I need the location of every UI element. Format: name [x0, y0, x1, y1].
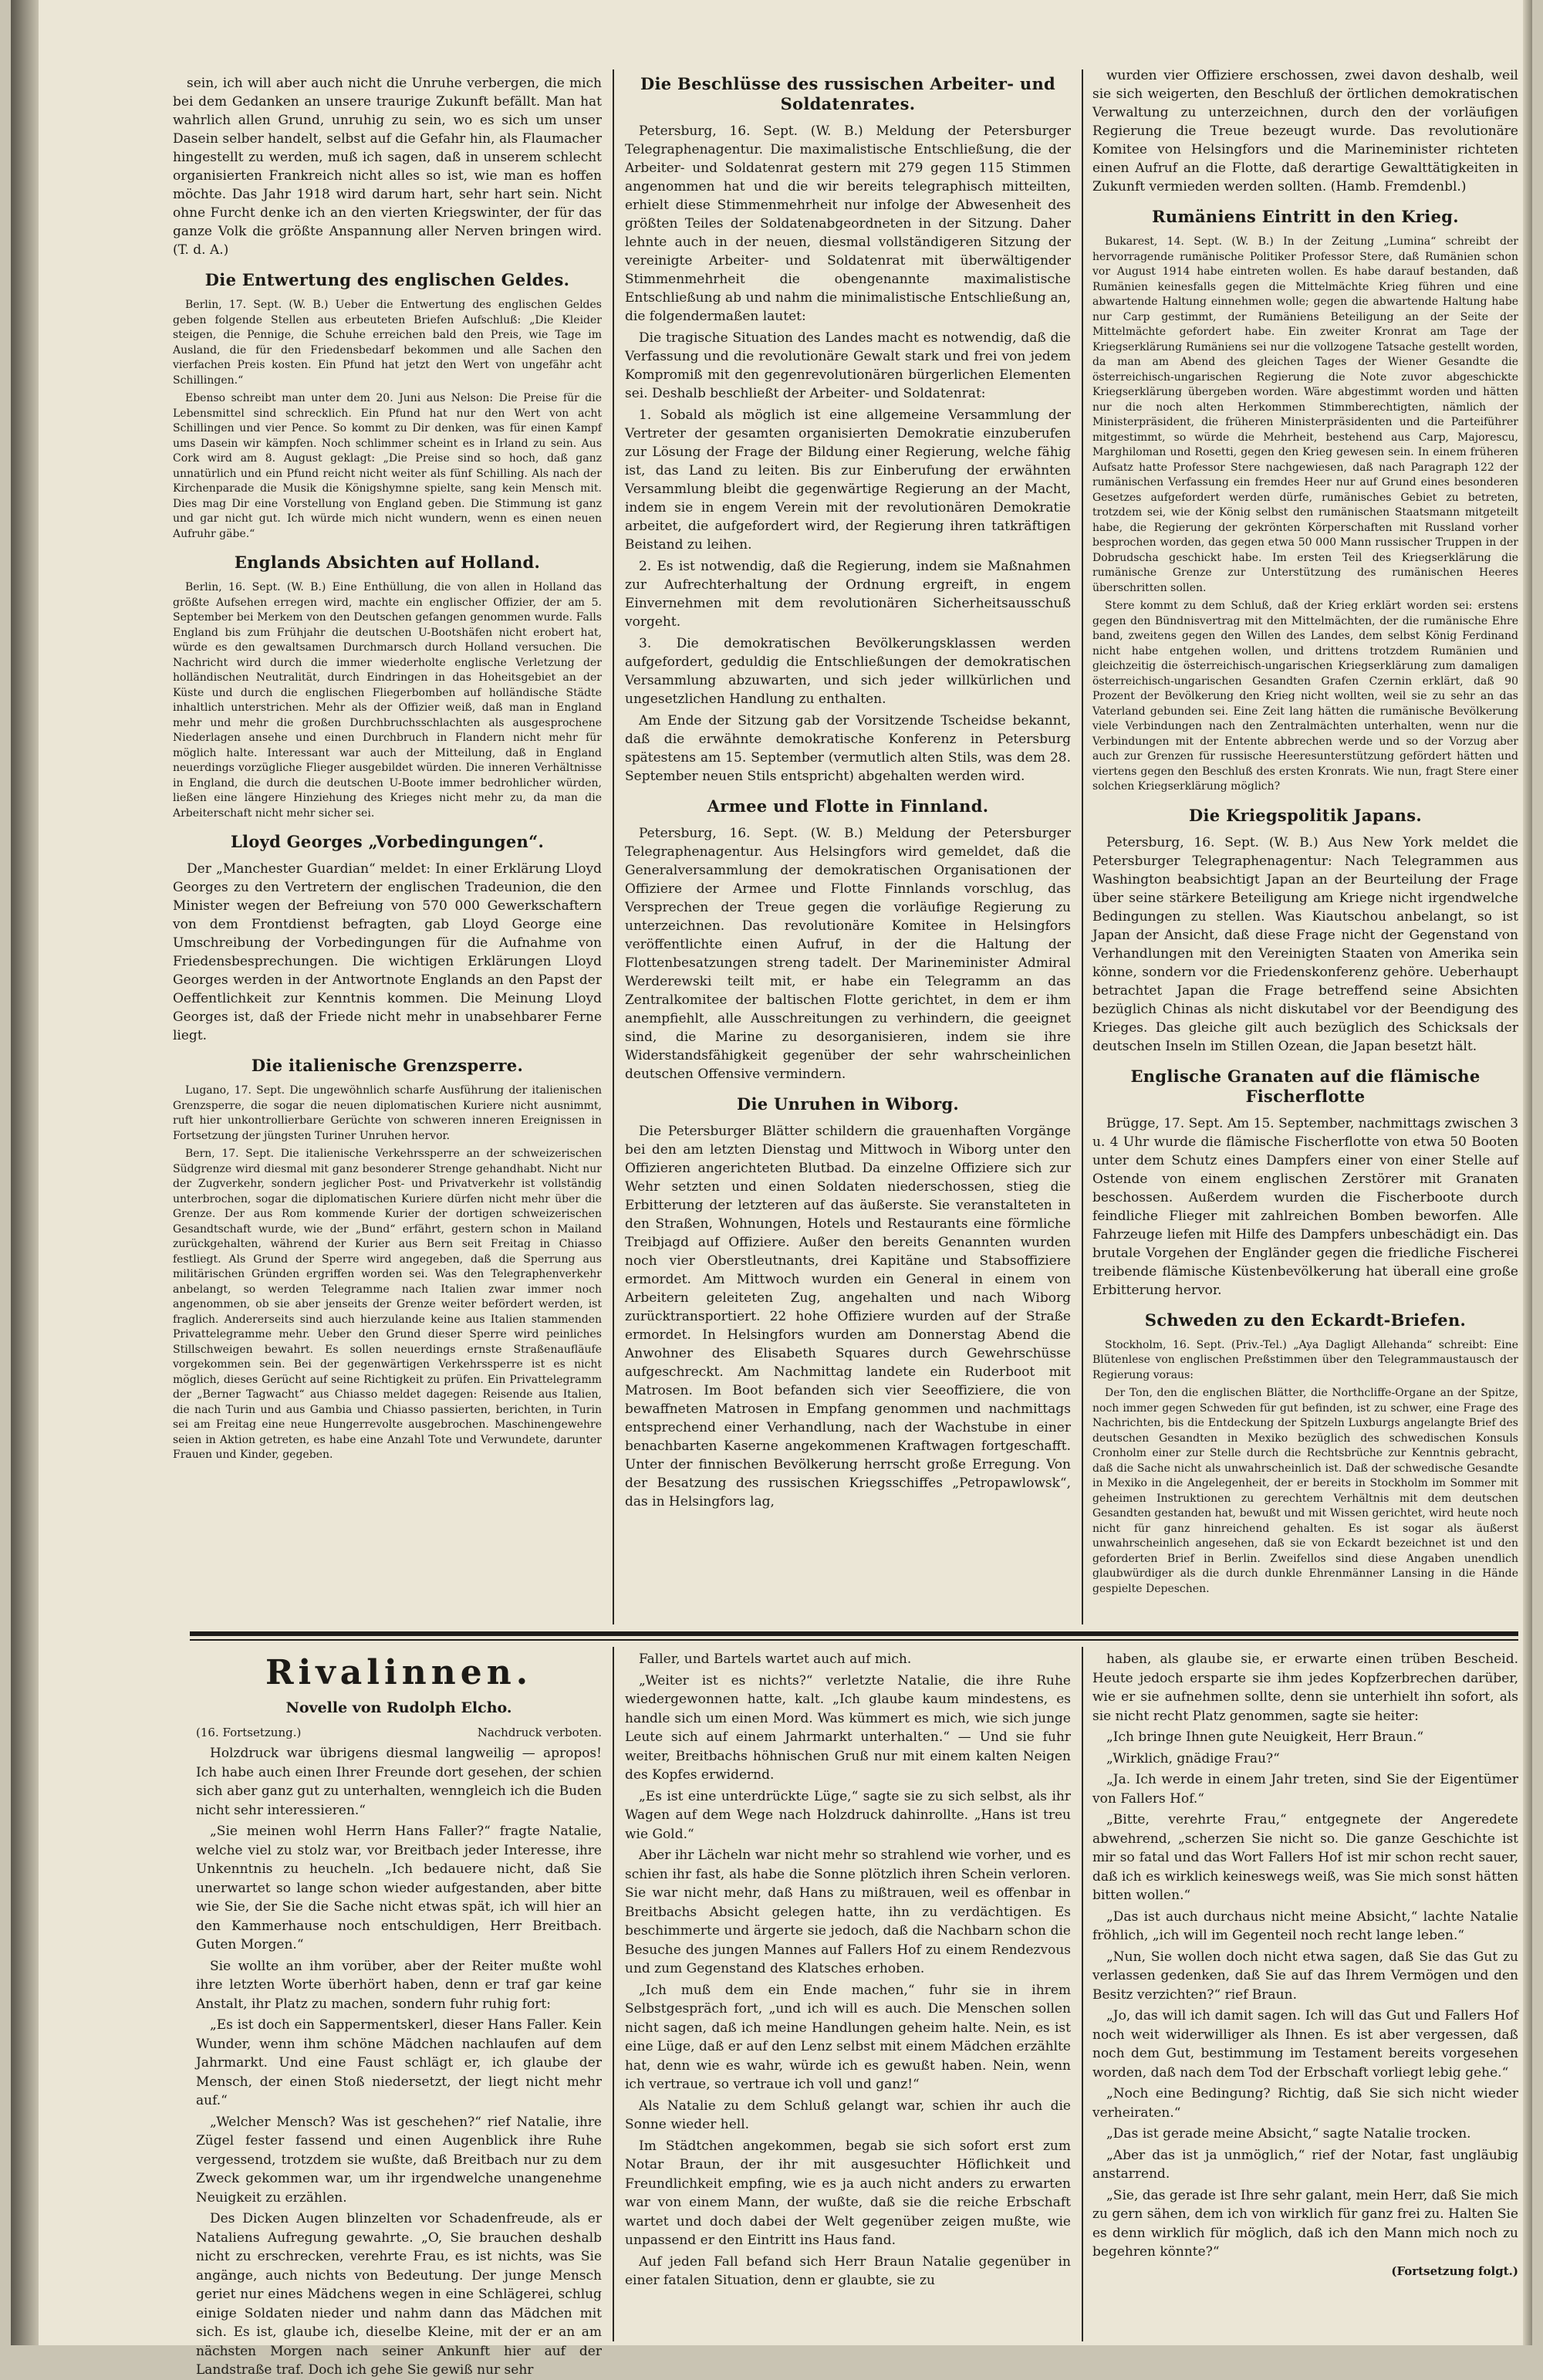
article-paragraph: Stockholm, 16. Sept. (Priv.-Tel.) „Aya Dagligt Allehanda“ schreibt: Eine Blütenlese von englischen Preßstimmen über den Telegrammaustausch der Regierung voraus: [1092, 1338, 1518, 1381]
article-paragraph: Petersburg, 16. Sept. (W. B.) Meldung der Petersburger Telegraphenagentur. Die maximalistische Entschließung, die der Arbeiter- und Soldatenrat gestern mit 279 gegen 115 Stimmen angenommen hat und die wir bereits telegraphisch mitteilten, erhielt diese Stimmenmehrheit nur infolge der Abwesenheit des größten Teiles der Soldatenabgeordneten in der Sitzung. Daher lehnte auch in der neuen, diesmal vollständigeren Sitzung der vereinigte Arbeiter- und Soldatenrat mit überwältigender Stimmenmehrheit die obengenannte maximalistische Entschließung ab und nahm die minimalistische Entschließung an, die folgendermaßen lautet: [625, 123, 1071, 324]
article-paragraph: Bern, 17. Sept. Die italienische Verkehrssperre an der schweizerischen Südgrenze wird diesmal mit ganz besonderer Strenge gehandhabt. Nicht nur der Zugverkehr, sondern jeglicher Post- und Privatverkehr ist vollständig unterbrochen, sogar die diplomatischen Kuriere dürfen nicht mehr über die Grenze. Der aus Rom kommende Kurier der dortigen schweizerischen Gesandtschaft wurde, wie der „Bund“ erfährt, gestern schon in Mailand zurückgehalten, während der Kurier aus Bern seit Freitag in Chiasso festliegt. Als Grund der Sperre wird angegeben, daß die Sperrung aus militärischen Gründen ergriffen worden sei. Was den Telegraphenverkehr anbelangt, so werden Telegramme nach Italien zwar immer noch angenommen, ob sie aber jenseits der Grenze weiter befördert werden, ist fraglich. Andererseits sind auch hierzulande keine aus Italien stammenden Privattelegramme mehr. Ueber den Grund dieser Sperre wird peinliches Stillschweigen bewahrt. Es sollen neuerdings ernste Straßenaufläufe vorgekommen sein. Bei der gegenwärtigen Verkehrssperre ist es nicht möglich, dieses Gerücht auf seine Richtigkeit zu prüfen. Ein Privattelegramm der „Berner Tagwacht“ aus Chiasso meldet dagegen: Reisende aus Italien, die nach Turin und aus Gambia und Chiasso passierten, berichten, in Turin sei am Freitag eine neue Hungerrevolte ausgebrochen. Maschinengewehre seien in Aktion getreten, es habe eine Anzahl Tote und Verwundete, darunter Frauen und Kinder, gegeben. [173, 1148, 602, 1461]
headline-geld: Die Entwertung des englischen Geldes. [204, 270, 570, 289]
headline-rumaenien: Rumäniens Eintritt in den Krieg. [1152, 207, 1459, 226]
story-paragraph: „Weiter ist es nichts?“ verletzte Natalie, die ihre Ruhe wiedergewonnen hatte, kalt. „Ich glaube kaum mindestens, es handle sich um einen Mord. Was kümmert es mich, wie sich junge Leute sich auf einem Jahrmarkt unterhalten.“ — Und sie fuhr weiter, Breitbachs höhnischen Gruß nur mit einem kalten Neigen des Kopfes erwidernd. [625, 1672, 1071, 1783]
article-paragraph: Die Petersburger Blätter schildern die grauenhaften Vorgänge bei den am letzten Dienstag und Mittwoch in Wiborg unter den Offizieren angerichteten Blutbad. Da einzelne Offiziere sich zur Wehr setzten und einen Soldaten niederschossen, stieg die Erbitterung der letzteren auf das äußerste. Sie veranstalteten in den Straßen, Wohnungen, Hotels und Restaurants eine förmliche Treibjagd auf Offiziere. Außer den bereits Genannten wurden noch vier Oberstleutnants, drei Kapitäne und Stabsoffiziere ermordet. Am Mittwoch wurden ein General in einem von Arbeitern geleiteten Zug, angehalten und nach Wiborg zurücktransportiert. 22 hohe Offiziere wurden auf der Straße ermordet. In Helsingfors wurden am Donnerstag Abend die Anwohner des Elisabeth Squares durch Gewehrschüsse aufgeschreckt. Am Nachmittag landete ein Ruderboot mit Matrosen. Im Boot befanden sich vier Seeoffiziere, die von bewaffneten Matrosen in Empfang genommen und nachmittags entsprechend einer Verhandlung, nach der Wachstube in einer benachbarten Kaserne angekommenen Kraftwagen fortgeschafft. Unter der finnischen Bevölkerung herrscht große Erregung. Von der Besatzung des russischen Kriegsschiffes „Petropawlowsk“, das in Helsingfors lag, [625, 1124, 1071, 1509]
article-paragraph: Ebenso schreibt man unter dem 20. Juni aus Nelson: Die Preise für die Lebensmittel sind schrecklich. Ein Pfund hat nur den Wert von acht Schillingen und vier Pence. So kommt zu Dir denken, was für einen Kampf ums Dasein wir kämpfen. Noch schlimmer scheint es in Irland zu sein. Aus Cork wird am 8. August geklagt: „Die Preise sind so hoch, daß ganz unnatürlich und ein Pfund reicht nicht weiter als fünf Schilling. Als nach der Kirchenparade die Musik die Königshymne spielte, sang kein Mensch mit. Dies mag Dir eine Vorstellung von England geben. Die Stimmung ist ganz und gar nicht gut. Ich würde mich nicht wundern, wenn es einen neuen Aufruhr gäbe.“ [173, 392, 602, 540]
article-paragraph: Berlin, 16. Sept. (W. B.) Eine Enthüllung, die von allen in Holland das größte Aufsehen erregen wird, machte ein englischer Offizier, der am 5. September bei Merkem von den Deutschen gefangen genommen wurde. Falls England bis zum Frühjahr die deutschen U-Bootshäfen nicht erobert hat, würde es den gewaltsamen Durchmarsch durch Holland versuchen. Die Nachricht wird durch die immer wiederholte englische Verletzung der holländischen Neutralität, durch Eindringen in das Hoheitsgebiet an der Küste und durch die englischen Fliegerbomben auf holländische Städte inhaltlich unterstrichen. Mehr als der Offizier weiß, daß man in England mehr und mehr die großen Durchbruchsschlachten als ausgesprochene Niederlagen ansehe und einen Durchbruch in Flandern nicht mehr für möglich halte. Interessant war auch der Mitteilung, daß in England neuerdings vorzügliche Flieger ausgebildet würden. Die inneren Verhältnisse in England, die durch die deutschen U-Boote immer bedrohlicher würden, ließen eine längere Hinziehung des Krieges nicht mehr zu, da man die Arbeiterschaft nicht mehr sicher sei. [173, 581, 602, 820]
story-paragraph: „Sie, das gerade ist Ihre sehr galant, mein Herr, daß Sie mich zu gern sähen, dem ich von wirklich für ganz frei zu. Halten Sie es denn wirklich für möglich, daß ich den Mann mich noch zu begehren könnte?“ [1092, 2187, 1518, 2260]
article-paragraph: Petersburg, 16. Sept. (W. B.) Meldung der Petersburger Telegraphenagentur. Aus Helsingfors wird gemeldet, daß die Generalversammlung der demokratischen Organisationen der Offiziere der Armee und Flotte Finnlands vorschlug, das Versprechen der Treue gegen die vorläufige Regierung zu unterzeichnen. Das revolutionäre Komitee in Helsingfors veröffentlichte einen Aufruf, in der die Haltung der Flottenbesatzungen streng tadelt. Der Marineminister Admiral Werderewski teilt mit, er habe ein Telegramm an das Zentralkomitee der baltischen Flotte gerichtet, in dem er ihm anempfiehlt, alle Ausschreitungen zu verhindern, die geeignet sind, die Marine zu desorganisieren, indem sie ihre Widerstandsfähigkeit gegenüber der sehr wahrscheinlichen deutschen Offensive vermindern. [625, 826, 1071, 1082]
headline-lloyd-george: Lloyd Georges „Vorbedingungen“. [230, 832, 545, 851]
page-edge [1523, 0, 1532, 2345]
headline-finnland: Armee und Flotte in Finnland. [707, 796, 989, 816]
continued-notice: (Fortsetzung folgt.) [1391, 2263, 1518, 2278]
reprint-notice: Nachdruck verboten. [477, 1726, 602, 1739]
story-paragraph: Des Dicken Augen blinzelten vor Schadenfreude, als er Nataliens Aufregung gewahrte. „O, Sie brauchen deshalb nicht zu erschrecken, verehrte Frau, es ist nichts, was Sie angänge, auch nichts von Bedeutung. Der junge Mensch geriet nur eines Mädchens wegen in eine Schlägerei, schlug einige Soldaten nieder und nahm dann das Mädchen mit sich. Es ist, glaube ich, dieselbe Kleine, mit der er an am nächsten Morgen nach seiner Ankunft hier auf der Landstraße traf. Doch ich gehe Sie gewiß nur sehr [196, 2211, 602, 2378]
installment-label: (16. Fortsetzung.) [196, 1726, 302, 1739]
headline-holland: Englands Absichten auf Holland. [234, 553, 541, 572]
serial-title: Rivalinnen. [265, 1653, 533, 1692]
article-paragraph: Bukarest, 14. Sept. (W. B.) In der Zeitung „Lumina“ schreibt der hervorragende rumänische Politiker Professor Stere, daß Rumänien schon vor August 1914 habe eintreten wollen. Es habe darauf bestanden, daß Rumänien keinesfalls gegen die Mittelmächte Krieg führen und eine abwartende Haltung einnehmen wolle; gegen die abwartende Haltung habe nur Carp gestimmt, der Rumäniens Beteiligung an der Seite der Mittelmächte gefordert habe. Ein zweiter Kronrat am Tage der Kriegserklärung Rumäniens sei nur die vollzogene Tatsache gestellt worden, da man am Abend des gleichen Tages der Wiener Gesandte die österreichisch-ungarischen Regierung die Note zuvor abgeschickte Kriegserklärung übergeben worden. Wäre abgestimmt worden und hätten nur die noch alten Herkommen Stimmberechtigten, nämlich der Ministerpräsident, die früheren Ministerpräsidenten und die Parteiführer mitgestimmt, so würde die Mehrheit, bestehend aus Carp, Majorescu, Marghiloman und Rosetti, gegen den Krieg gewesen sein. In einem früheren Aufsatz hatte Professor Stere nachgewiesen, daß nach Paragraph 122 der rumänischen Verfassung ein fremdes Heer nur auf Grund eines besonderen Gesetzes aufgefordert werden dürfe, rumänisches Gebiet zu betreten, trotzdem sei, wie der König selbst den rumänischen Staatsmann mitgeteilt habe, die Regierung der gekrönten Körperschaften mit Russland vorher besprochen worden, das gegen etwa 50 000 Mann russischer Truppen in der Dobrudscha geschickt habe. Im ersten Teil des Kriegserklärung die rumänische Grenze zur Unterstützung des rumänischen Heeres überschritten sollen. [1092, 235, 1518, 594]
headline-eckardt: Schweden zu den Eckardt-Briefen. [1144, 1310, 1467, 1330]
binding-gutter [11, 0, 39, 2345]
article-paragraph: 1. Sobald als möglich ist eine allgemeine Versammlung der Vertreter der gesamten organisierten Demokratie einzuberufen zur Lösung der Frage der Bildung einer Regierung, welche fähig ist, das Land zu leiten. Bis zur Einberufung der erwähnten Versammlung bleibt die gegenwärtige Regierung an der Macht, indem sie in engem Verein mit der revolutionären Demokratie arbeitet, die aufgefordert wird, der Regierung ihren tatkräftigen Beistand zu leihen. [625, 407, 1071, 553]
article-continuation: wurden vier Offiziere erschossen, zwei davon deshalb, weil sie sich weigerten, den Beschluß der örtlichen demokratischen Verwaltung zu unterzeichnen, durch den der vorläufigen Regierung die Treue bezeugt wurde. Das revolutionäre Komitee von Helsingfors und die Marineminister richteten einen Aufruf an die Flotte, daß derartige Gewalttätigkeiten in Zukunft vermieden werden sollten. (Hamb. Fremdenbl.) [1092, 68, 1518, 194]
story-paragraph: „Noch eine Bedingung? Richtig, daß Sie sich nicht wieder verheiraten.“ [1092, 2086, 1518, 2121]
feuilleton-rule-thin [190, 1639, 1518, 1641]
news-column-2 [625, 74, 1071, 1614]
serial-column-3 [1092, 1650, 1518, 2341]
serial-column-1 [196, 1650, 602, 2378]
story-paragraph: „Wirklich, gnädige Frau?“ [1106, 1750, 1280, 1766]
serial-author: Novelle von Rudolph Elcho. [285, 1699, 512, 1716]
article-paragraph: Petersburg, 16. Sept. (W. B.) Aus New York meldet die Petersburger Telegraphenagentur: Nach Telegrammen aus Washington beabsichtigt Japan an der Beurteilung der Frage über seine stärkere Beteiligung am Kriege nicht irgendwelche Bedingungen zu stellen. Was Kiautschou anbelangt, so ist Japan der Ansicht, daß diese Frage nicht der Gegenstand von Verhandlungen mit den Vereinigten Staaten von Amerika sein könne, sondern vor die Friedenskonferenz gehöre. Ueberhaupt betrachtet Japan die Frage betreffend seine Absichten bezüglich Chinas als nicht diskutabel vor der Beendigung des Krieges. Das gleiche gilt auch bezüglich des Schicksals der deutschen Inseln im Stillen Ozean, die Japan besetzt hält. [1092, 834, 1518, 1054]
article-paragraph: Der Ton, den die englischen Blätter, die Northcliffe-Organe an der Spitze, noch immer gegen Schweden für gut befinden, ist zu schwer, eine Frage des Nachrichten, bis die Entdeckung der Spitzeln Luxburgs angelangte Brief des deutschen Gesandten in Mexiko bezüglich des schwedischen Konsuls Cronholm einer zur Stelle durch die Rechtsbrüche zur Kenntnis gebracht, daß die Sache nicht als unwahrscheinlich ist. Daß der schwedische Gesandte in Mexiko in die Angelegenheit, der er bereits in Stockholm im Sommer mit geheimen Instruktionen zu gerechtem Verhältnis mit dem deutschen Gesandten gestanden hat, bewußt und mit Wissen gerichtet, wird heute noch nicht für ganz hinreichend gehalten. Es ist sogar als äußerst unwahrscheinlich angesehen, daß sie von Eckardt bezeichnet ist und den geforderten Brief in Berlin. Zweifellos sind diese Angaben unendlich glaubwürdiger als die durch dunkle Ehrenmänner Lansing in die Hände gespielte Depeschen. [1092, 1387, 1518, 1595]
article-paragraph: Lugano, 17. Sept. Die ungewöhnlich scharfe Ausführung der italienischen Grenzsperre, die sogar die neuen diplomatischen Kuriere nicht ausnimmt, ruft hier unkontrollierbare Gerüchte von schweren inneren Ereignissen in Fortsetzung der jüngsten Turiner Unruhen hervor. [173, 1084, 602, 1142]
article-paragraph: Berlin, 17. Sept. (W. B.) Ueber die Entwertung des englischen Geldes geben folgende Stellen aus erbeuteten Briefen Aufschluß: „Die Kleider steigen, die Pennige, die Schuhe erreichen bald den Preis, wie Tage im Ausland, die für den Friedensbedarf bekommen und alle Sachen den vierfachen Preis kosten. Ein Pfund hat jetzt den Wert von ungefähr acht Schillingen.“ [173, 299, 602, 387]
headline-wiborg: Die Unruhen in Wiborg. [736, 1094, 960, 1114]
article-paragraph: Am Ende der Sitzung gab der Vorsitzende Tscheidse bekannt, daß die erwähnte demokratische Konferenz in Petersburg spätestens am 15. September (vermutlich alten Stils, was dem 28. September neuen Stils entspricht) abgehalten werden wird. [625, 713, 1071, 784]
story-paragraph: „Es ist doch ein Sappermentskerl, dieser Hans Faller. Kein Wunder, wenn ihm schöne Mädchen nachlaufen auf dem Jahrmarkt. Und eine Faust schlägt er, ich glaube der Mensch, der einen Stoß niedersetzt, der liegt nicht mehr auf.“ [196, 2017, 602, 2108]
story-paragraph: „Bitte, verehrte Frau,“ entgegnete der Angeredete abwehrend, „scherzen Sie nicht so. Die ganze Geschichte ist mir so fatal und das Wort Fallers Hof ist mir schon recht sauer, daß ich es wirklich keineswegs weiß, was Sie mich sonst hätten bitten wollen.“ [1092, 1812, 1518, 1903]
story-paragraph: „Sie meinen wohl Herrn Hans Faller?“ fragte Natalie, welche viel zu stolz war, vor Breitbach jeder Interesse, ihre Unkenntnis zu heucheln. „Ich bedauere nicht, daß Sie unerwartet so lange schon wieder aufgestanden, aber bitte wie Sie, der Sie die Sache nicht etwas spät, ich will hier an den Kammerhause noch entschuldigen, Herr Breitbach. Guten Morgen.“ [196, 1824, 602, 1952]
column-rule [613, 1647, 614, 2341]
headline-japan: Die Kriegspolitik Japans. [1189, 805, 1422, 825]
story-paragraph: haben, als glaube sie, er erwarte einen trüben Bescheid. Heute jedoch ersparte sie ihm jedes Kopfzerbrechen darüber, wie er sie aufnehmen sollte, denn sie unterhielt ihn sofort, als sie nicht recht Platz genommen, sagte sie heiter: [1092, 1651, 1518, 1724]
article-paragraph: Die tragische Situation des Landes macht es notwendig, daß die Verfassung und die revolutionäre Gewalt stark und frei von jedem Kompromiß mit den gegenrevolutionären bürgerlichen Elementen sei. Deshalb beschließt der Arbeiter- und Soldatenrat: [625, 330, 1071, 401]
story-paragraph: „Nun, Sie wollen doch nicht etwa sagen, daß Sie das Gut zu verlassen gedenken, daß Sie auf das Ihrem Vermögen und den Besitz verzichten?“ rief Braun. [1092, 1949, 1518, 2003]
headline-fischerflotte: Englische Granaten auf die flämische Fischerflotte [1130, 1066, 1481, 1106]
column-rule [1082, 1647, 1083, 2341]
story-paragraph: Holzdruck war übrigens diesmal langweilig — apropos! Ich habe auch einen Ihrer Freunde dort gesehen, der schien sich aber ganz gut zu unterhalten, wenngleich ich die Buden nicht sehr interessieren.“ [196, 1746, 602, 1818]
story-paragraph: „Das ist auch durchaus nicht meine Absicht,“ lachte Natalie fröhlich, „ich will im Gegenteil noch recht lange leben.“ [1092, 1908, 1518, 1943]
column-rule [1082, 69, 1083, 1624]
article-paragraph: 2. Es ist notwendig, daß die Regierung, indem sie Maßnahmen zur Aufrechterhaltung der Ordnung ergreift, in engem Einvernehmen mit dem revolutionären Sicherheitsausschuß vorgeht. [625, 559, 1071, 630]
article-paragraph: Stere kommt zu dem Schluß, daß der Krieg erklärt worden sei: erstens gegen den Bündnisvertrag mit den Mittelmächten, der die rumänische Ehre band, zweitens gegen den Willen des Landes, dem selbst König Ferdinand nicht habe entgehen wollen, und drittens trotzdem Rumänien und gleichzeitig die österreichisch-ungarischen Kriegserklärung zum damaligen österreichisch-ungarischen Gesandten Grafen Czernin erklärt, daß 90 Prozent der Bevölkerung den Krieg nicht wollten, weil sie zu sehr an das Vaterland gebunden sei. Eine Zeit lang hätten die rumänische Bevölkerung viele Verbindungen nach den Zentralmächten unterhalten, wenn nur die Verbindungen mit der Entente abbrechen werde und so der Vorzug aber auch zur Grenzen für russische Heeresunterstützung gefördert hätten und viertens gegen den Beschluß des ersten Kronrats. Wie nun, fragt Stere einer solchen Kriegserklärung möglich? [1092, 600, 1518, 793]
serial-column-2 [625, 1650, 1071, 2341]
story-paragraph: „Jo, das will ich damit sagen. Ich will das Gut und Fallers Hof noch weit widerwilliger als Ihnen. Es ist aber vergessen, daß noch dem Gut, bestimmung im Testament bereits vorgesehen worden, daß nach dem Tod der Erbschaft vorliegt lebig gehe.“ [1092, 2008, 1518, 2081]
story-paragraph: Aber ihr Lächeln war nicht mehr so strahlend wie vorher, und es schien ihr fast, als habe die Sonne plötzlich ihren Schein verloren. Sie war nicht mehr, daß Hans zu mißtrauen, weil es offenbar in Breitbachs Absicht gelegen hatte, ihn zu verdächtigen. Es beschimmerte und ärgerte sie jedoch, daß die Nachbarn schon die Besuche des jungen Mannes auf Fallers Hof zu einem Rendezvous und zum Gegenstand des Klatsches erhoben. [625, 1848, 1071, 1976]
story-paragraph: Als Natalie zu dem Schluß gelangt war, schien ihr auch die Sonne wieder hell. [625, 2098, 1071, 2132]
article-paragraph: Der „Manchester Guardian“ meldet: In einer Erklärung Lloyd Georges zu den Vertretern der englischen Tradeunion, die den Minister wegen der Befreiung von 570 000 Gewerkschaftern von dem Frontdienst befragten, gab Lloyd George eine Umschreibung der Vorbedingungen für die Aufnahme von Friedensbesprechungen. Die wichtigen Erklärungen Lloyd Georges werden in der Antwortnote Englands an den Papst der Oeffentlichkeit zur Kenntnis kommen. Die Meinung Lloyd Georges ist, daß der Friede nicht mehr in unabsehbarer Ferne liegt. [173, 861, 602, 1043]
story-paragraph: „Ich muß dem ein Ende machen,“ fuhr sie in ihrem Selbstgespräch fort, „und ich will es auch. Die Menschen sollen nicht sagen, daß ich meine Handlungen geheim halte. Nein, es ist eine Lüge, daß er auf den Lenz selbst mit einem Mädchen erzählte hat, denn wie es wahr, würde ich es gewußt haben. Nein, wenn ich vertraue, so vertraue ich voll und ganz!“ [625, 1982, 1071, 2092]
story-paragraph: Im Städtchen angekommen, begab sie sich sofort erst zum Notar Braun, der ihr mit ausgesuchter Höflichkeit und Freundlichkeit empfing, wie es ja auch nicht anders zu erwarten war von einem Mann, der wußte, daß sie die reiche Erbschaft wartet und doch dabei der Welt gegenüber zeigen mußte, wie unpassend er den Eintritt ins Haus fand. [625, 2138, 1071, 2248]
headline-grenzsperre: Die italienische Grenzsperre. [251, 1056, 524, 1075]
story-paragraph: „Aber das ist ja unmöglich,“ rief der Notar, fast ungläubig anstarrend. [1092, 2147, 1518, 2182]
newspaper-page [11, 0, 1532, 2378]
feuilleton-rule [190, 1631, 1518, 1636]
column-rule [613, 69, 614, 1624]
news-column-1 [173, 74, 602, 1614]
story-paragraph: „Ich bringe Ihnen gute Neuigkeit, Herr Braun.“ [1106, 1729, 1424, 1745]
serial-meta [196, 1724, 602, 1741]
story-paragraph: Faller, und Bartels wartet auch auf mich. [639, 1651, 912, 1667]
article-paragraph: 3. Die demokratischen Bevölkerungsklassen werden aufgefordert, geduldig die Entschließungen der demokratischen Versammlung abzuwarten, und sich jeder willkürlichen und ungesetzlichen Handlung zu enthalten. [625, 636, 1071, 707]
story-paragraph: „Welcher Mensch? Was ist geschehen?“ rief Natalie, ihre Zügel fester fassend und einen Augenblick ihre Ruhe vergessend, trotzdem sie wußte, daß Breitbach nur zu dem Zweck gekommen war, um ihr irgendwelche unangenehme Neuigkeit zu erzählen. [196, 2114, 602, 2206]
story-paragraph: „Ja. Ich werde in einem Jahr treten, sind Sie der Eigentümer von Fallers Hof.“ [1092, 1772, 1518, 1807]
article-continuation: sein, ich will aber auch nicht die Unruhe verbergen, die mich bei dem Gedanken an unsere traurige Zukunft befällt. Man hat wahrlich allen Grund, unruhig zu sein, wo es sich um unser Dasein selber handelt, selbst auf die Gefahr hin, als Flaumacher hingestellt zu werden, muß ich sagen, daß in unserem schlecht organisierten Frankreich nicht alles so ist, wie man es hoffen möchte. Das Jahr 1918 wird darum hart, sehr hart sein. Nicht ohne Furcht denke ich an den vierten Kriegswinter, der für das ganze Volk die größte Anspannung aller Nerven bringen wird. (T. d. A.) [173, 76, 602, 258]
headline-arbeiterrat: Die Beschlüsse des russischen Arbeiter- und Soldatenrates. [640, 74, 1055, 113]
article-paragraph: Brügge, 17. Sept. Am 15. September, nachmittags zwischen 3 u. 4 Uhr wurde die flämische Fischerflotte von etwa 50 Booten unter dem Schutz eines Dampfers einer von einer Stelle auf Ostende von einem englischen Zerstörer mit Granaten beschossen. Außerdem wurden die Fischerboote durch feindliche Flieger mit zahlreichen Bomben beworfen. Alle Fahrzeuge liefen mit Hilfe des Dampfers unbeschädigt ein. Das brutale Vorgehen der Engländer gegen die friedliche Fischerei treibende flämische Küstenbevölkerung hat überall eine große Erbitterung hervor. [1092, 1115, 1519, 1298]
story-paragraph: „Das ist gerade meine Absicht,“ sagte Natalie trocken. [1106, 2126, 1471, 2142]
story-paragraph: Sie wollte an ihm vorüber, aber der Reiter mußte wohl ihre letzten Worte überhört haben, denn er traf gar keine Anstalt, ihr Platz zu machen, sondern fuhr ruhig fort: [196, 1958, 602, 2012]
news-column-3 [1092, 66, 1518, 1614]
story-paragraph: „Es ist eine unterdrückte Lüge,“ sagte sie zu sich selbst, als ihr Wagen auf dem Wege nach Holzdruck dahinrollte. „Hans ist treu wie Gold.“ [625, 1788, 1071, 1842]
story-paragraph: Auf jeden Fall befand sich Herr Braun Natalie gegenüber in einer fatalen Situation, denn er glaubte, sie zu [625, 2253, 1071, 2288]
